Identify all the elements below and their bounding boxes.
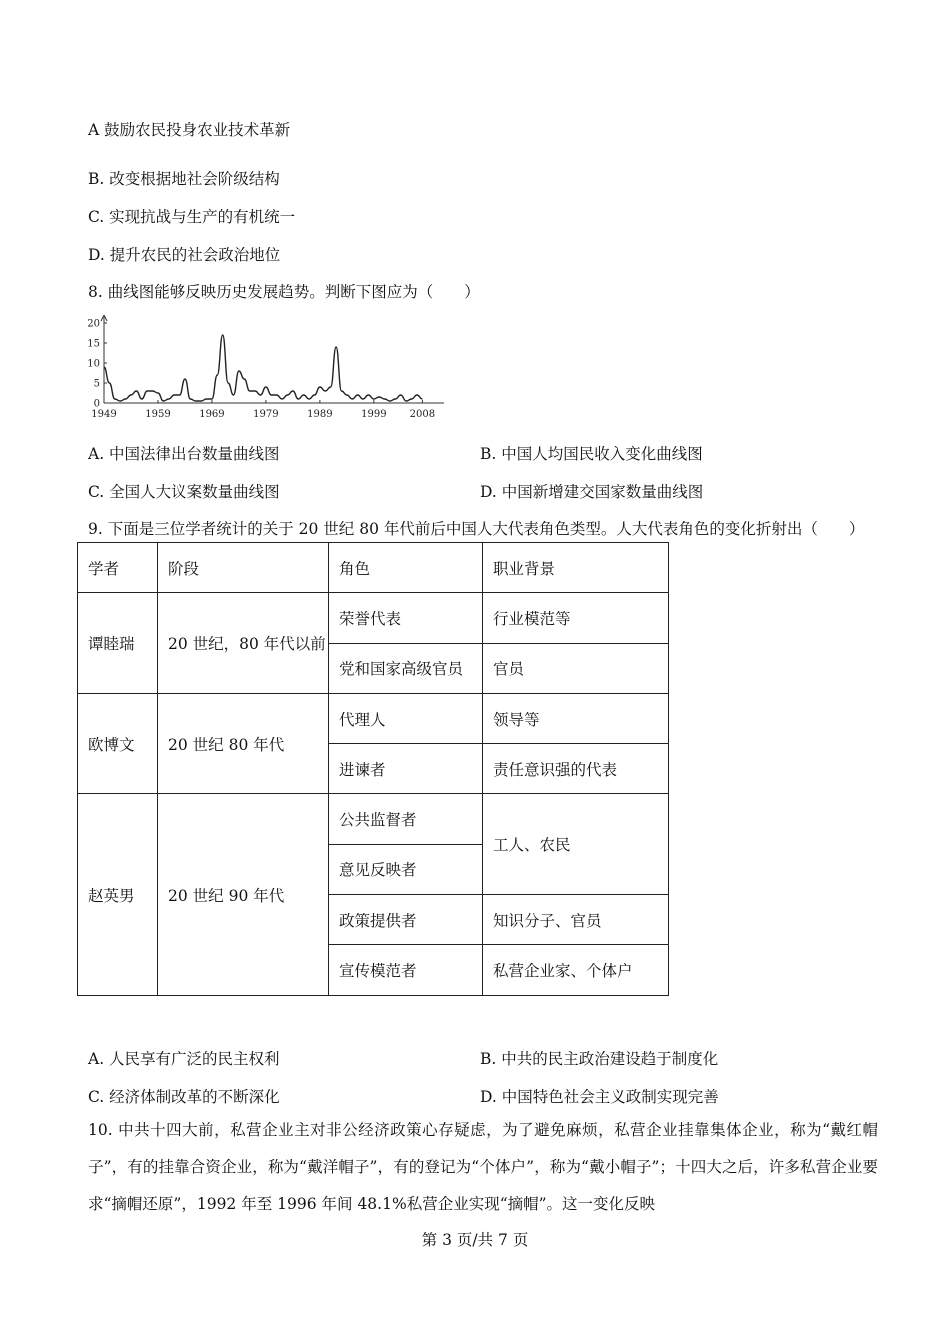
- role-cell: 政策提供者: [329, 895, 483, 945]
- background-cell: 行业模范等: [483, 593, 669, 643]
- q8-line-chart: [84, 315, 454, 427]
- header-role: 角色: [329, 543, 483, 593]
- background-cell: 领导等: [483, 693, 669, 743]
- q7-option-c: C. 实现抗战与生产的有机统一: [88, 208, 296, 226]
- table-row: [78, 794, 669, 844]
- header-period: 阶段: [158, 543, 329, 593]
- background-cell: 责任意识强的代表: [483, 744, 669, 794]
- x-tick-label: 1999: [361, 409, 387, 420]
- x-tick-label: 1959: [145, 409, 171, 420]
- table-row: [78, 593, 669, 643]
- q9-option-c: C. 经济体制改革的不断深化: [88, 1088, 280, 1106]
- y-tick-label: 15: [87, 338, 100, 350]
- role-cell: 进谏者: [329, 744, 483, 794]
- background-cell: 工人、农民: [483, 794, 669, 895]
- x-tick-label: 1949: [91, 409, 117, 420]
- q7-option-d: D. 提升农民的社会政治地位: [88, 246, 281, 264]
- y-tick-label: 20: [87, 318, 100, 330]
- q8-option-c: C. 全国人大议案数量曲线图: [88, 483, 280, 501]
- role-cell: 代理人: [329, 693, 483, 743]
- period-cell: 20 世纪 80 年代: [158, 693, 329, 794]
- role-cell: 宣传模范者: [329, 945, 483, 995]
- period-cell: 20 世纪 90 年代: [158, 794, 329, 995]
- scholar-cell: 谭睦瑞: [78, 593, 158, 694]
- page-footer: 第 3 页/共 7 页: [421, 1231, 529, 1249]
- y-tick-label: 5: [93, 378, 100, 390]
- scholar-cell: 欧博文: [78, 693, 158, 794]
- q9-roles-table: [77, 542, 669, 996]
- y-tick-label: 10: [87, 358, 100, 370]
- x-tick-label: 1989: [307, 409, 333, 420]
- role-cell: 党和国家高级官员: [329, 643, 483, 693]
- x-tick-label: 2008: [409, 409, 436, 420]
- q10-text: 10. 中共十四大前，私营企业主对非公经济政策心存疑虑，为了避免麻烦，私营企业挂靠集体企业，称为“戴红帽子”，有的挂靠合资企业，称为“戴洋帽子”，有的登记为“个体户”，称为“戴小帽子”；十四大之后，许多私营企业要求“摘帽还原”，1992 年至 1996 年间 48.1%私营企业实现“摘帽”。这一变化反映: [88, 1121, 878, 1213]
- q7-option-a: A 鼓励农民投身农业技术革新: [88, 121, 291, 139]
- q9-stem: 9. 下面是三位学者统计的关于 20 世纪 80 年代前后中国人大代表角色类型。人大代表角色的变化折射出（ ）: [88, 520, 865, 538]
- x-tick-label: 1969: [199, 409, 225, 420]
- header-scholar: 学者: [78, 543, 158, 593]
- role-cell: 公共监督者: [329, 794, 483, 844]
- table-header-row: [78, 543, 669, 593]
- role-cell: 荣誉代表: [329, 593, 483, 643]
- q9-option-a: A. 人民享有广泛的民主权利: [88, 1050, 280, 1068]
- background-cell: 官员: [483, 643, 669, 693]
- q8-stem: 8. 曲线图能够反映历史发展趋势。判断下图应为（ ）: [88, 283, 480, 301]
- table-row: [78, 693, 669, 743]
- background-cell: 知识分子、官员: [483, 895, 669, 945]
- period-cell: 20 世纪，80 年代以前: [158, 593, 329, 694]
- q9-option-b: B. 中共的民主政治建设趋于制度化: [480, 1050, 719, 1068]
- header-background: 职业背景: [483, 543, 669, 593]
- q9-option-d: D. 中国特色社会主义政制实现完善: [480, 1088, 719, 1106]
- scholar-cell: 赵英男: [78, 794, 158, 995]
- background-cell: 私营企业家、个体户: [483, 945, 669, 995]
- q8-option-d: D. 中国新增建交国家数量曲线图: [480, 483, 704, 501]
- series-line: [104, 335, 422, 401]
- y-tick-label: 0: [93, 398, 100, 410]
- role-cell: 意见反映者: [329, 844, 483, 894]
- x-tick-label: 1979: [253, 409, 279, 420]
- q8-option-b: B. 中国人均国民收入变化曲线图: [480, 445, 703, 463]
- q8-option-a: A. 中国法律出台数量曲线图: [88, 445, 280, 463]
- q7-option-b: B. 改变根据地社会阶级结构: [88, 170, 280, 188]
